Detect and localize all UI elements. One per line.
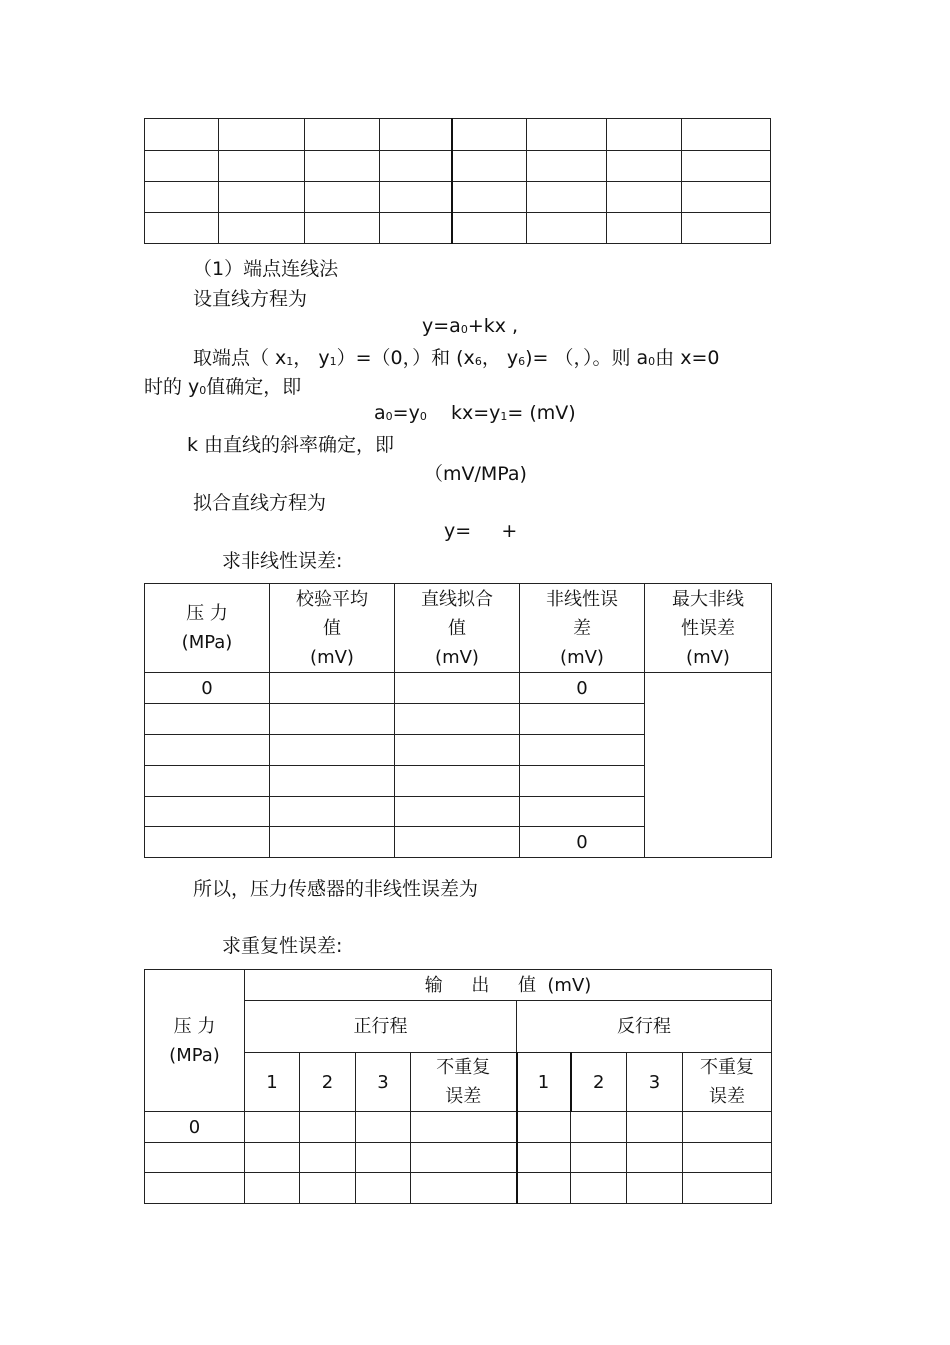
max-nonlinearity-cell [645, 673, 772, 858]
header-reverse-2: 2 [571, 1053, 627, 1112]
repeatability-heading: 求重复性误差: [222, 935, 343, 957]
header-output-value: 输 出 值 (mV) [245, 970, 772, 1001]
method-heading: （1）端点连线法 [193, 258, 339, 280]
fit-equation: y= + [444, 520, 518, 542]
repeatability-table [144, 969, 772, 1204]
header-forward-stroke: 正行程 [245, 1001, 517, 1053]
line-equation: y=a0+kx , [422, 315, 519, 337]
header-fitted-value: 直线拟合 值 (mV) [395, 584, 520, 673]
header-reverse-1: 1 [517, 1053, 571, 1112]
table-cell [145, 151, 219, 182]
slope-text: k 由直线的斜率确定，即 [187, 434, 395, 456]
table-row: 0 0 [145, 673, 772, 704]
nonlinearity-heading: 求非线性误差: [222, 550, 343, 572]
nonlinearity-table [144, 583, 772, 858]
table-row [145, 1173, 772, 1204]
header-calibration-average: 校验平均 值 (mV) [270, 584, 395, 673]
header-nonlinearity-error: 非线性误 差 (mV) [520, 584, 645, 673]
header-max-nonlinearity: 最大非线 性误差 (mV) [645, 584, 772, 673]
header-pressure: 压 力 (MPa) [145, 970, 245, 1112]
nonlinearity-conclusion: 所以，压力传感器的非线性误差为 [193, 878, 479, 900]
header-forward-1: 1 [245, 1053, 300, 1112]
line-equation-intro: 设直线方程为 [193, 288, 308, 310]
header-reverse-nonrepeat: 不重复 误差 [683, 1053, 772, 1112]
table-row [145, 1143, 772, 1173]
table-cell [145, 119, 219, 151]
header-forward-2: 2 [300, 1053, 356, 1112]
table-cell [145, 182, 219, 213]
y0-text: 时的 y0值确定，即 [144, 376, 302, 398]
table-cell [145, 213, 219, 244]
table-row: 0 [145, 1112, 772, 1143]
fit-equation-intro: 拟合直线方程为 [193, 492, 327, 514]
header-reverse-stroke: 反行程 [517, 1001, 772, 1053]
blank-data-table [144, 118, 771, 244]
slope-unit: （mV/MPa) [424, 463, 527, 485]
header-forward-nonrepeat: 不重复 误差 [411, 1053, 517, 1112]
a0-equation: a0=y0 kx=y1= (mV) [374, 402, 576, 424]
header-forward-3: 3 [356, 1053, 411, 1112]
endpoint-text: 取端点（ x1， y1）=（0，）和 (x6， y6)= （，）。则 a0由 x=0 [193, 347, 720, 369]
header-reverse-3: 3 [627, 1053, 683, 1112]
header-pressure: 压 力 (MPa) [145, 584, 270, 673]
table-row: 0 [145, 827, 772, 858]
